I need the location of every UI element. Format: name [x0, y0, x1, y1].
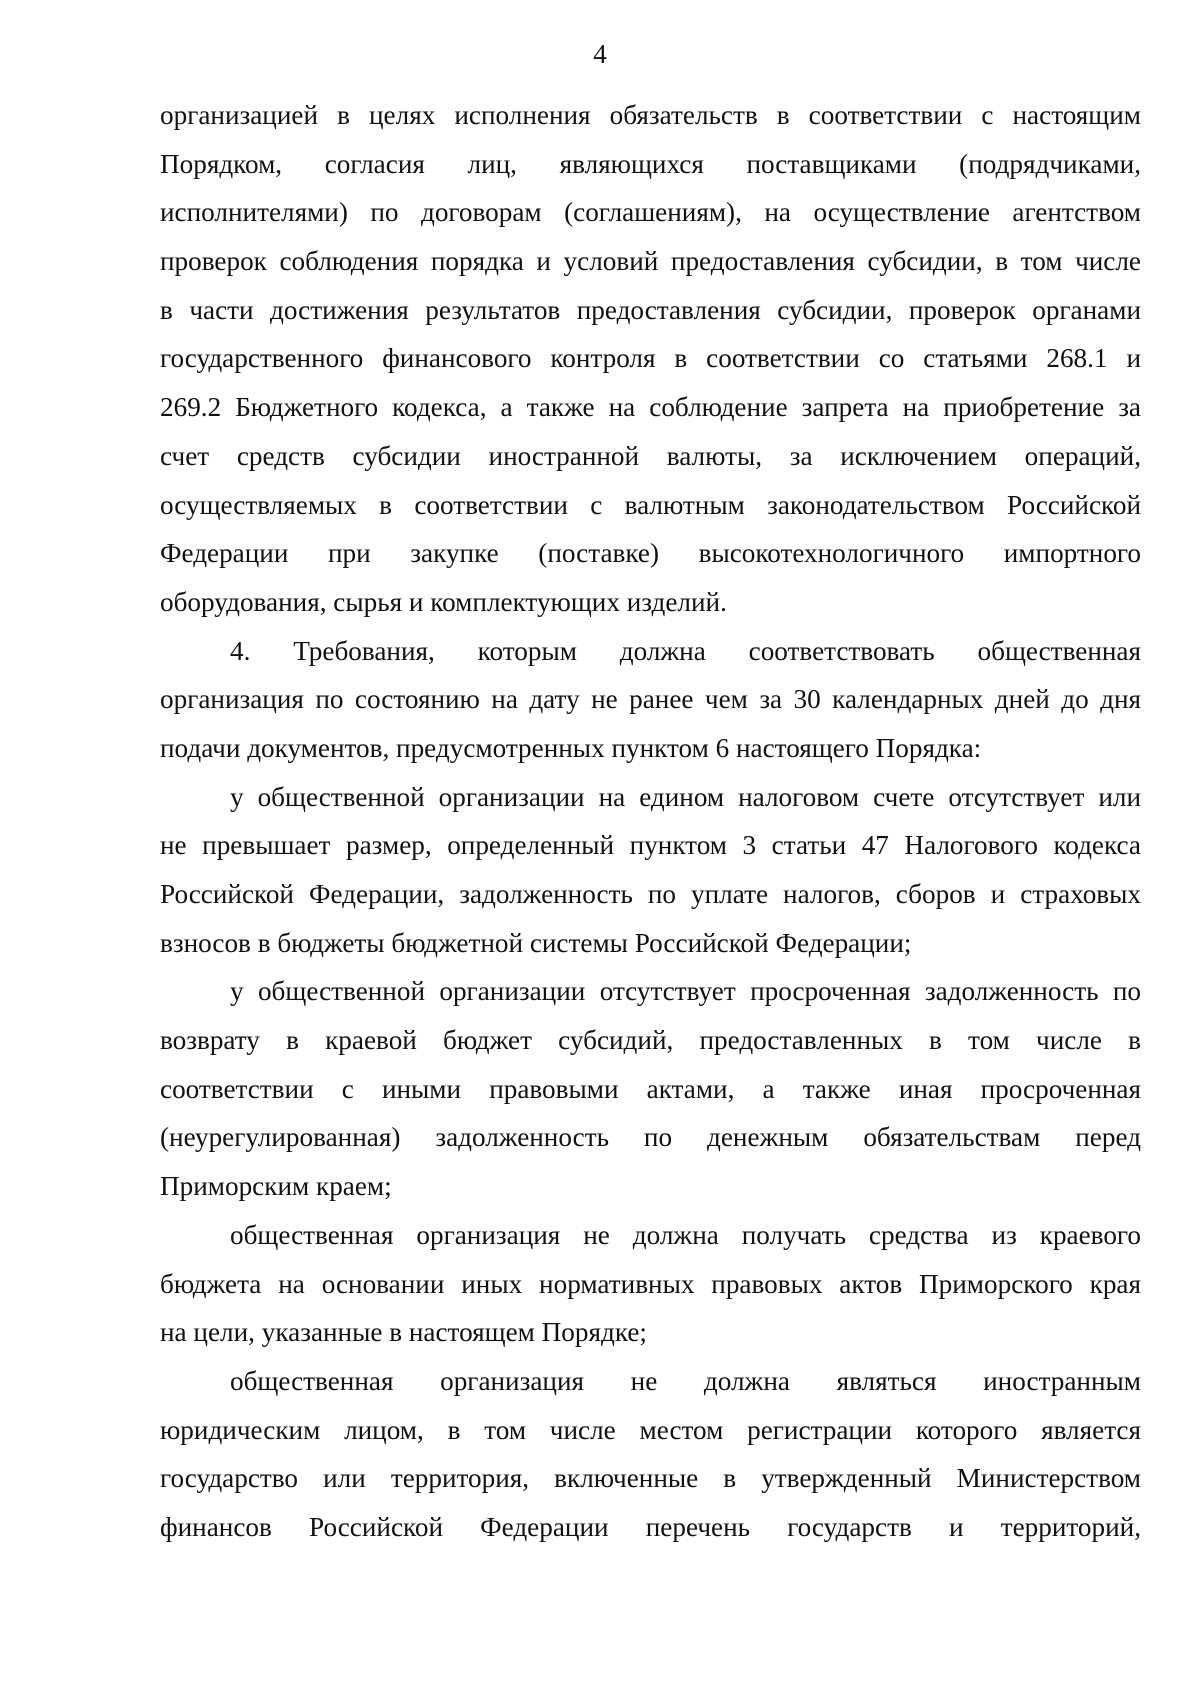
text-line: Российской Федерации, задолженность по уплате налогов, сборов и страховых: [160, 879, 1141, 909]
text-line: 269.2 Бюджетного кодекса, а также на соблюдение запрета на приобретение за: [160, 392, 1141, 423]
text-line: общественная организация не должна получать средства из краевого: [230, 1219, 1141, 1250]
text-line: финансов Российской Федерации перечень государств и территорий,: [160, 1511, 1141, 1542]
text-line: бюджета на основании иных нормативных правовых актов Приморского края: [160, 1268, 1141, 1299]
text-line: (неурегулированная) задолженность по денежным обязательствам перед: [160, 1122, 1141, 1153]
text-line: Федерации при закупке (поставке) высокотехнологичного импортного: [160, 538, 1141, 569]
document-body: [160, 91, 1141, 1552]
text-line: оборудования, сырья и комплектующих изделий.: [160, 586, 727, 617]
text-line: взносов в бюджеты бюджетной системы Российской Федерации;: [160, 927, 912, 958]
text-line: общественная организация не должна являться иностранным: [230, 1365, 1141, 1396]
text-line: подачи документов, предусмотренных пунктом 6 настоящего Порядка:: [160, 732, 982, 763]
text-line: счет средств субсидии иностранной валюты, за исключением операций,: [160, 440, 1141, 471]
text-line: осуществляемых в соответствии с валютным законодательством Российской: [160, 489, 1141, 520]
text-line: проверок соблюдения порядка и условий предоставления субсидии, в том числе: [160, 246, 1141, 277]
text-line: организация по состоянию на дату не ранее чем за 30 календарных дней до дня: [160, 684, 1141, 715]
text-line: организацией в целях исполнения обязательств в соответствии с настоящим: [160, 100, 1141, 130]
text-line: исполнителями) по договорам (соглашениям), на осуществление агентством: [160, 197, 1141, 228]
text-line: государство или территория, включенные в утвержденный Министерством: [160, 1463, 1141, 1494]
text-line: Приморским краем;: [160, 1171, 392, 1202]
text-line: юридическим лицом, в том числе местом регистрации которого является: [160, 1414, 1141, 1445]
text-line: в части достижения результатов предоставления субсидии, проверок органами: [160, 294, 1141, 325]
text-line: возврату в краевой бюджет субсидий, предоставленных в том числе в: [160, 1025, 1141, 1056]
text-line: не превышает размер, определенный пунктом 3 статьи 47 Налогового кодекса: [160, 830, 1141, 861]
text-line: соответствии с иными правовыми актами, а также иная просроченная: [160, 1073, 1141, 1104]
text-line: на цели, указанные в настоящем Порядке;: [160, 1317, 647, 1348]
text-line: у общественной организации на едином налоговом счете отсутствует или: [230, 781, 1141, 812]
page-number: 4: [593, 39, 607, 69]
text-line: Порядком, согласия лиц, являющихся поставщиками (подрядчиками,: [160, 148, 1141, 179]
text-line: 4. Требования, которым должна соответствовать общественная: [230, 635, 1141, 666]
text-line: государственного финансового контроля в соответствии со статьями 268.1 и: [160, 343, 1141, 374]
text-line: у общественной организации отсутствует просроченная задолженность по: [230, 976, 1141, 1007]
